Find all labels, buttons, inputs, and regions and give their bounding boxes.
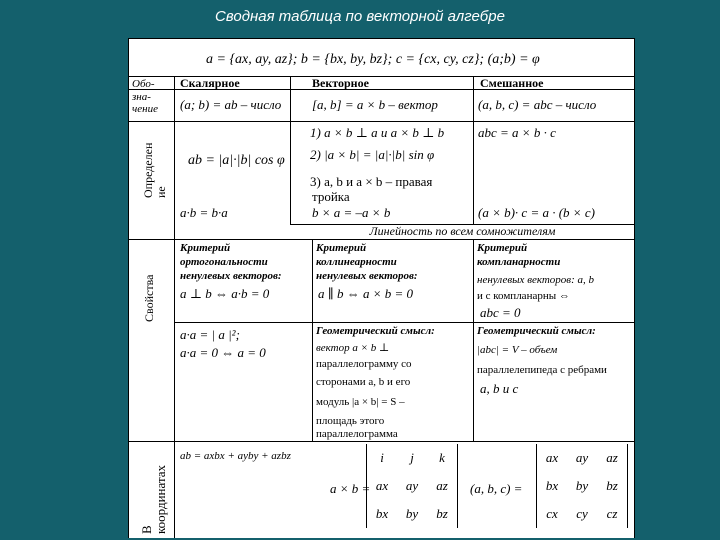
coords-vector-prefix: a × b = <box>330 481 371 496</box>
row-label-definition: Определен ие <box>141 142 169 198</box>
matrix-cell: bx <box>545 478 559 493</box>
geometry-mixed-line2: параллелепипеда с ребрами <box>477 364 607 376</box>
matrix-cell: ax <box>375 478 389 493</box>
definition-vector-2: 2) |a × b| = |a|·|b| sin φ <box>310 147 435 162</box>
matrix-cell: bx <box>375 506 389 521</box>
geometry-vector-line4: модуль |a × b| = S – <box>316 396 405 408</box>
matrix-cell: cy <box>576 506 588 521</box>
table-line-col-1b <box>312 239 313 441</box>
geometry-vector-title: Геометрический смысл: <box>316 325 435 337</box>
vector-definitions: a = {ax, ay, az}; b = {bx, by, bz}; c = {cx, cy, cz}; (a;b) = φ <box>206 52 540 67</box>
coords-mixed-prefix: (a, b, c) = <box>470 481 523 496</box>
criterion-scalar-formula: a ⊥ b ⇔ a·b = 0 <box>180 286 270 301</box>
row-label-notation: Обо- зна- чение <box>132 78 158 116</box>
col-header-mixed: Смешанное <box>480 76 544 90</box>
geometry-vector-line1: вектор a × b ⊥ <box>316 342 390 354</box>
matrix-cell: ay <box>405 478 419 493</box>
definition-vector-anticommutative: b × a = –a × b <box>312 205 391 220</box>
definition-mixed-associative: (a × b)· c = a · (b × c) <box>478 205 595 220</box>
matrix-cell: ax <box>545 450 559 465</box>
matrix-cell: k <box>439 450 445 465</box>
geometry-mixed-line3: a, b и c <box>480 381 519 396</box>
table-line-col-2b <box>473 239 474 441</box>
geometry-vector-line6: параллелограмма <box>316 428 398 440</box>
geometry-vector-line3: сторонами a, b и его <box>316 376 411 388</box>
geometry-mixed-title: Геометрический смысл: <box>477 325 596 337</box>
table-line-col-2 <box>473 76 474 224</box>
matrix-cell: cz <box>606 506 618 521</box>
col-header-scalar: Скалярное <box>180 76 240 90</box>
criterion-mixed-formula: abc = 0 <box>480 305 521 320</box>
linearity-note: Линейность по всем сомножителям <box>369 224 556 238</box>
table-line-col-1 <box>290 76 291 224</box>
matrix-cell: i <box>380 450 384 465</box>
table-border-right <box>634 38 635 538</box>
table-line-label-col <box>174 76 175 538</box>
matrix-cell: az <box>436 478 448 493</box>
matrix-cell: bz <box>606 478 618 493</box>
matrix-cell: by <box>575 478 589 493</box>
notation-scalar: (a; b) = ab – число <box>180 97 282 112</box>
coords-mixed-determinant <box>536 444 628 528</box>
criterion-mixed-line2: и c компланарны ⇔ <box>477 290 570 302</box>
notation-mixed: (a, b, c) = abc – число <box>478 97 597 112</box>
summary-table <box>128 38 635 538</box>
geometry-scalar-1: a·a = | a |²; <box>180 327 240 342</box>
criterion-mixed-title: Критерий компланарности <box>477 242 561 268</box>
definition-scalar-commutative: a·b = b·a <box>180 205 228 220</box>
definition-vector-1: 1) a × b ⊥ a и a × b ⊥ b <box>310 125 445 140</box>
definition-mixed-formula: abc = a × b · c <box>478 125 556 140</box>
definition-vector-3b: тройка <box>312 189 350 204</box>
coords-vector-determinant <box>366 444 458 528</box>
geometry-scalar-2: a·a = 0 ⇔ a = 0 <box>180 345 266 360</box>
row-label-coordinates: В координатах <box>139 464 169 534</box>
matrix-cell: az <box>606 450 618 465</box>
matrix-cell: cx <box>546 506 558 521</box>
matrix-cell: ay <box>575 450 589 465</box>
definition-vector-3: 3) a, b и a × b – правая <box>310 174 433 189</box>
matrix-cell: bz <box>436 506 448 521</box>
definition-scalar-formula: ab = |a|·|b| cos φ <box>188 153 285 168</box>
criterion-mixed-line1: ненулевых векторов: a, b <box>477 274 594 286</box>
geometry-mixed-line1: |abc| = V – объем <box>477 344 558 356</box>
table-line-criteria <box>174 322 635 323</box>
matrix-cell: j <box>410 450 414 465</box>
table-border-left <box>128 38 129 538</box>
notation-vector: [a, b] = a × b – вектор <box>312 97 438 112</box>
table-line-properties <box>128 441 635 442</box>
criterion-vector-title: Критерий коллинеарности ненулевых векторов: <box>316 242 418 282</box>
geometry-vector-line2: параллелограмму со <box>316 358 412 370</box>
geometry-vector-line5: площадь этого <box>316 415 385 427</box>
table-line-notation <box>128 121 635 122</box>
criterion-scalar-title: Критерий ортогональности ненулевых векторов: <box>180 242 282 282</box>
col-header-vector: Векторное <box>312 76 369 90</box>
criterion-vector-formula: a ∥ b ⇔ a × b = 0 <box>318 286 414 301</box>
coords-scalar-formula: ab = axbx + ayby + azbz <box>180 450 291 462</box>
slide-title: Сводная таблица по векторной алгебре <box>215 8 505 25</box>
row-label-properties: Свойства <box>142 274 156 322</box>
matrix-cell: by <box>405 506 419 521</box>
table-line-definition <box>128 239 635 240</box>
table-border-top <box>128 38 635 39</box>
